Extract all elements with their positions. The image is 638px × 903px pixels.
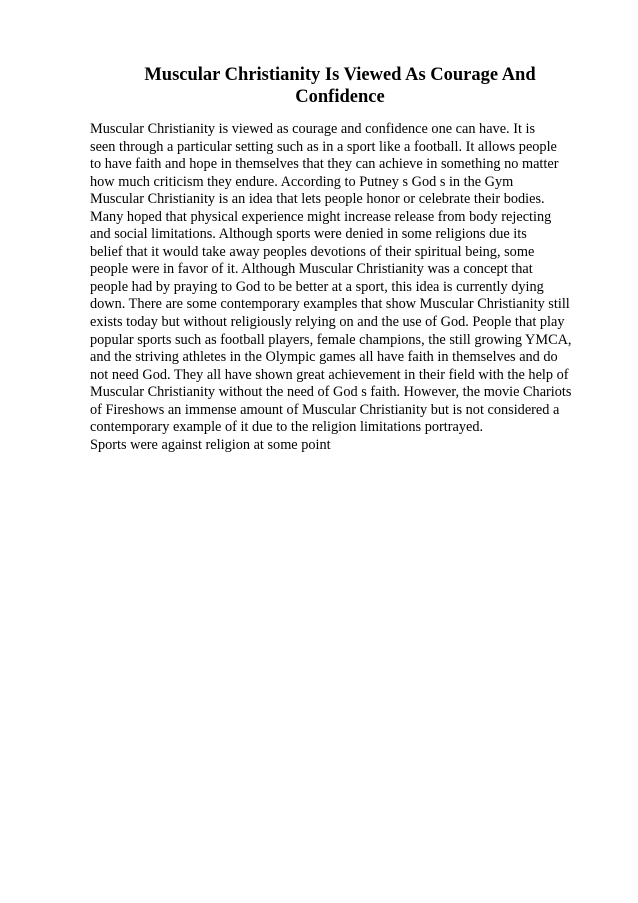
body-line: seen through a particular setting such as in a sport like a football. It allows people (90, 138, 557, 155)
body-line: exists today but without religiously relying on and the use of God. People that play (90, 314, 565, 331)
body-line: and the striving athletes in the Olympic games all have faith in themselves and do (90, 349, 558, 366)
body-line: contemporary example of it due to the religion limitations portrayed. (90, 419, 484, 436)
body-line: down. There are some contemporary examples that show Muscular Christianity still (90, 296, 570, 313)
body-line: Muscular Christianity is an idea that lets people honor or celebrate their bodies. (90, 191, 545, 208)
body-line: Muscular Christianity without the need of God s faith. However, the movie Chariots (90, 384, 572, 401)
title-line: Muscular Christianity Is Viewed As Courage And (144, 65, 536, 85)
body-line: popular sports such as football players, female champions, the still growing YMCA, (90, 331, 572, 348)
title-line: Confidence (295, 87, 385, 107)
body-line: Sports were against religion at some point (90, 436, 331, 453)
body-line: people were in favor of it. Although Muscular Christianity was a concept that (90, 261, 533, 278)
body-line: not need God. They all have shown great achievement in their field with the help of (90, 366, 569, 383)
body-line: Muscular Christianity is viewed as courage and confidence one can have. It is (90, 121, 536, 137)
body-line: people had by praying to God to be better at a sport, this idea is currently dying (90, 278, 544, 295)
body-line: to have faith and hope in themselves that they can achieve in something no matter (90, 156, 559, 173)
body-line: how much criticism they endure. According to Putney s God s in the Gym (90, 173, 514, 190)
document-body (90, 121, 610, 454)
document-title (90, 64, 590, 108)
body-line: of Fireshows an immense amount of Muscular Christianity but is not considered a (90, 401, 560, 418)
body-line: Many hoped that physical experience might increase release from body rejecting (90, 208, 552, 225)
body-line: and social limitations. Although sports were denied in some religions due its (90, 226, 527, 243)
body-line: belief that it would take away peoples devotions of their spiritual being, some (90, 243, 535, 260)
